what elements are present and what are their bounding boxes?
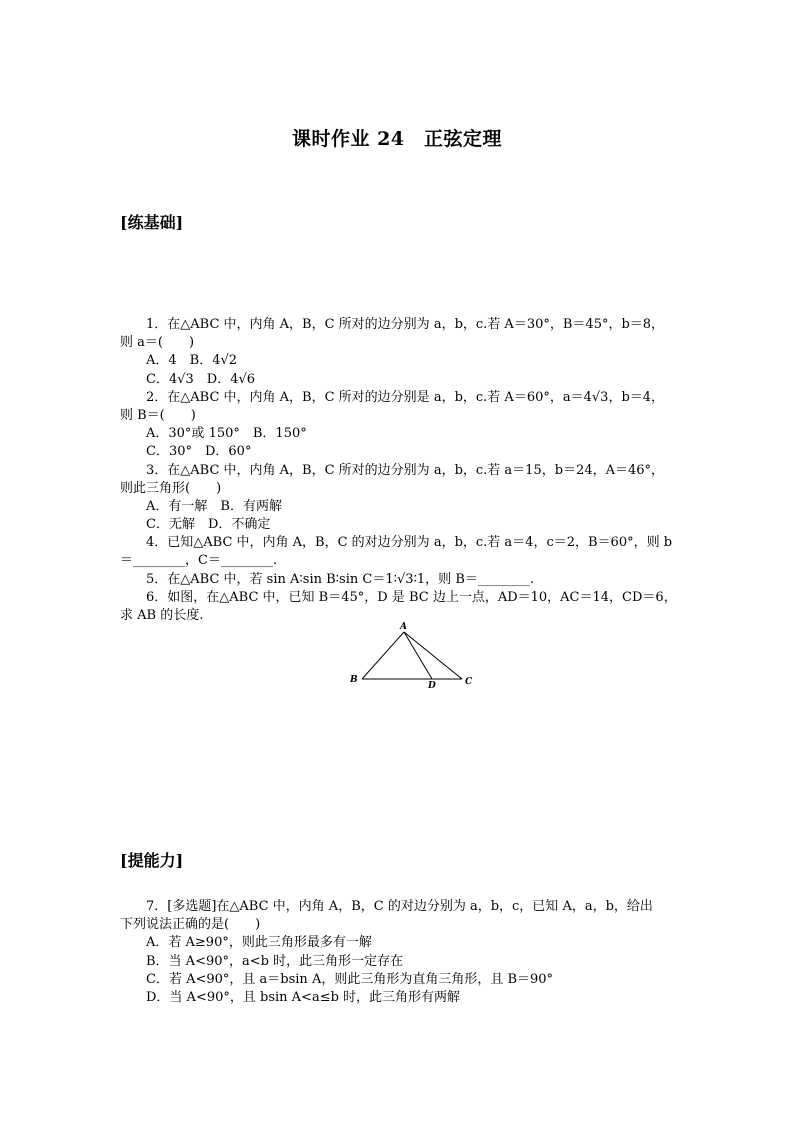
text-line: 6．如图，在△ABC 中，已知 B＝45°，D 是 BC 边上一点，AD＝10，AC＝14，CD＝6， bbox=[146, 589, 677, 605]
text-line: 则此三角形( ) bbox=[120, 480, 222, 496]
text-line: A．若 A≥90°，则此三角形最多有一解 bbox=[146, 935, 372, 951]
label-A: A bbox=[400, 622, 407, 632]
label-C: C bbox=[465, 677, 473, 687]
text-line: 5．在△ABC 中，若 sin A∶sin B∶sin C＝1∶√3∶1，则 B＝________. bbox=[146, 571, 535, 587]
text-line: 1．在△ABC 中，内角 A，B，C 所对的边分别为 a，b，c.若 A＝30°，B＝45°，b＝8， bbox=[146, 317, 665, 332]
edge-AD bbox=[404, 632, 432, 679]
edge-AB bbox=[362, 632, 404, 679]
text-line: 3．在△ABC 中，内角 A，B，C 所对的边分别为 a，b，c.若 a＝15，b＝24，A＝46°， bbox=[146, 462, 665, 478]
text-line: C．若 A<90°，且 a＝bsin A，则此三角形为直角三角形，且 B＝90° bbox=[146, 971, 554, 987]
edge-AC bbox=[404, 632, 462, 679]
text-line: C．4√3 D．4√6 bbox=[146, 371, 256, 387]
problems-advanced bbox=[120, 898, 680, 1007]
text-line: A．30°或 150° B．150° bbox=[146, 426, 307, 442]
triangle-figure bbox=[340, 618, 490, 696]
label-B: B bbox=[350, 675, 358, 685]
section-heading-basic: [练基础] bbox=[120, 213, 184, 232]
section-heading-advanced: [提能力] bbox=[120, 851, 184, 870]
text-line: 7．[多选题]在△ABC 中，内角 A，B，C 的对边分别为 a，b，c，已知 A，a，b，给出 bbox=[146, 899, 653, 914]
text-line: C．30° D．60° bbox=[146, 444, 252, 460]
text-line: 则 a＝( ) bbox=[120, 335, 195, 351]
text-line: A．4 B．4√2 bbox=[146, 353, 238, 369]
text-line: A．有一解 B．有两解 bbox=[146, 498, 282, 514]
text-line: B．当 A<90°，a<b 时，此三角形一定存在 bbox=[146, 953, 404, 969]
triangle-diagram bbox=[340, 618, 490, 696]
text-line: 下列说法正确的是( ) bbox=[120, 917, 261, 933]
text-line: 2．在△ABC 中，内角 A，B，C 所对的边分别是 a，b，c.若 A＝60°，a＝4√3，b＝4， bbox=[146, 389, 665, 405]
text-line: 则 B＝( ) bbox=[120, 407, 196, 423]
text-line: ＝________，C＝________. bbox=[120, 553, 278, 569]
text-line: C．无解 D．不确定 bbox=[146, 517, 271, 533]
text-line: 4．已知△ABC 中，内角 A，B，C 的对边分别为 a，b，c.若 a＝4，c＝2，B＝60°，则 b bbox=[146, 535, 673, 551]
page-title: 课时作业 24 正弦定理 bbox=[291, 128, 503, 150]
text-line: 求 AB 的长度. bbox=[120, 608, 204, 623]
label-D: D bbox=[428, 681, 436, 691]
text-line: D．当 A<90°，且 bsin A<a≤b 时，此三角形有两解 bbox=[146, 989, 461, 1005]
problems-basic bbox=[120, 316, 680, 625]
